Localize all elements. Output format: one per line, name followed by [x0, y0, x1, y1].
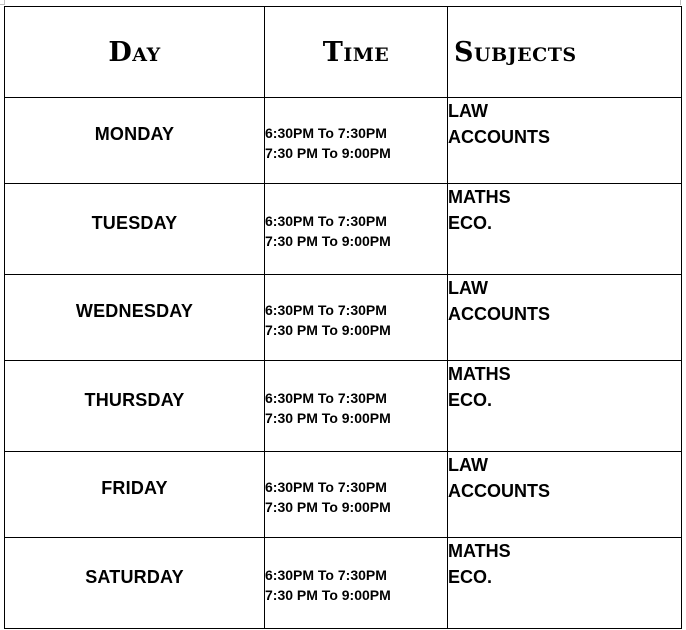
subjects-cell: [448, 98, 682, 184]
subject-1: MATHS: [448, 187, 511, 207]
time-slot-2: 7:30 PM To 9:00PM: [265, 498, 391, 515]
day-label: WEDNESDAY: [75, 301, 194, 321]
subject-2: ACCOUNTS: [448, 481, 550, 501]
subjects-cell: [448, 275, 682, 361]
table-row: [5, 361, 682, 452]
time-cell: [265, 361, 448, 452]
time-slot-2: 7:30 PM To 9:00PM: [265, 144, 391, 161]
subject-2: ECO.: [448, 567, 493, 587]
day-label: TUESDAY: [91, 212, 178, 233]
subject-2: ACCOUNTS: [448, 304, 550, 324]
table-row: [5, 452, 682, 538]
table-row: [5, 98, 682, 184]
subject-1: MATHS: [448, 364, 511, 384]
day-cell: [5, 98, 265, 184]
day-cell: [5, 538, 265, 629]
time-slot-2: 7:30 PM To 9:00PM: [265, 587, 391, 603]
table-row: [5, 538, 682, 629]
subject-1: LAW: [448, 278, 488, 298]
table-row: [5, 275, 682, 361]
subject-2: ECO.: [448, 213, 493, 233]
time-slot-2: 7:30 PM To 9:00PM: [265, 321, 391, 338]
day-label: THURSDAY: [84, 389, 185, 410]
day-cell: [5, 275, 265, 361]
subject-1: MATHS: [448, 541, 511, 561]
header-row: [5, 7, 682, 98]
day-label: FRIDAY: [101, 478, 168, 498]
day-cell: [5, 452, 265, 538]
time-cell: [265, 538, 448, 629]
time-slot-2: 7:30 PM To 9:00PM: [265, 410, 391, 426]
day-cell: [5, 361, 265, 452]
time-cell: [265, 98, 448, 184]
subjects-cell: [448, 361, 682, 452]
time-slot-1: 6:30PM To 7:30PM: [265, 390, 387, 406]
time-slot-1: 6:30PM To 7:30PM: [265, 301, 387, 318]
day-label: MONDAY: [94, 124, 175, 144]
table-row: [5, 184, 682, 275]
header-time: Time: [265, 7, 448, 98]
time-cell: [265, 452, 448, 538]
subject-2: ACCOUNTS: [448, 127, 550, 147]
corner-tick-mark-horizontal: [0, 4, 5, 5]
subjects-cell: [448, 538, 682, 629]
timetable: [4, 6, 682, 629]
time-slot-1: 6:30PM To 7:30PM: [265, 478, 387, 495]
time-slot-1: 6:30PM To 7:30PM: [265, 213, 387, 229]
time-slot-2: 7:30 PM To 9:00PM: [265, 233, 391, 249]
subject-1: LAW: [448, 455, 488, 475]
time-cell: [265, 275, 448, 361]
time-slot-1: 6:30PM To 7:30PM: [265, 124, 387, 141]
time-cell: [265, 184, 448, 275]
day-label: SATURDAY: [85, 566, 184, 587]
subject-1: LAW: [448, 101, 488, 121]
subjects-cell: [448, 184, 682, 275]
subjects-cell: [448, 452, 682, 538]
time-slot-1: 6:30PM To 7:30PM: [265, 567, 387, 583]
subject-2: ECO.: [448, 390, 493, 410]
corner-tick-mark-right: [680, 0, 681, 5]
header-day: Day: [5, 7, 265, 98]
header-subjects: Subjects: [448, 7, 682, 98]
day-cell: [5, 184, 265, 275]
